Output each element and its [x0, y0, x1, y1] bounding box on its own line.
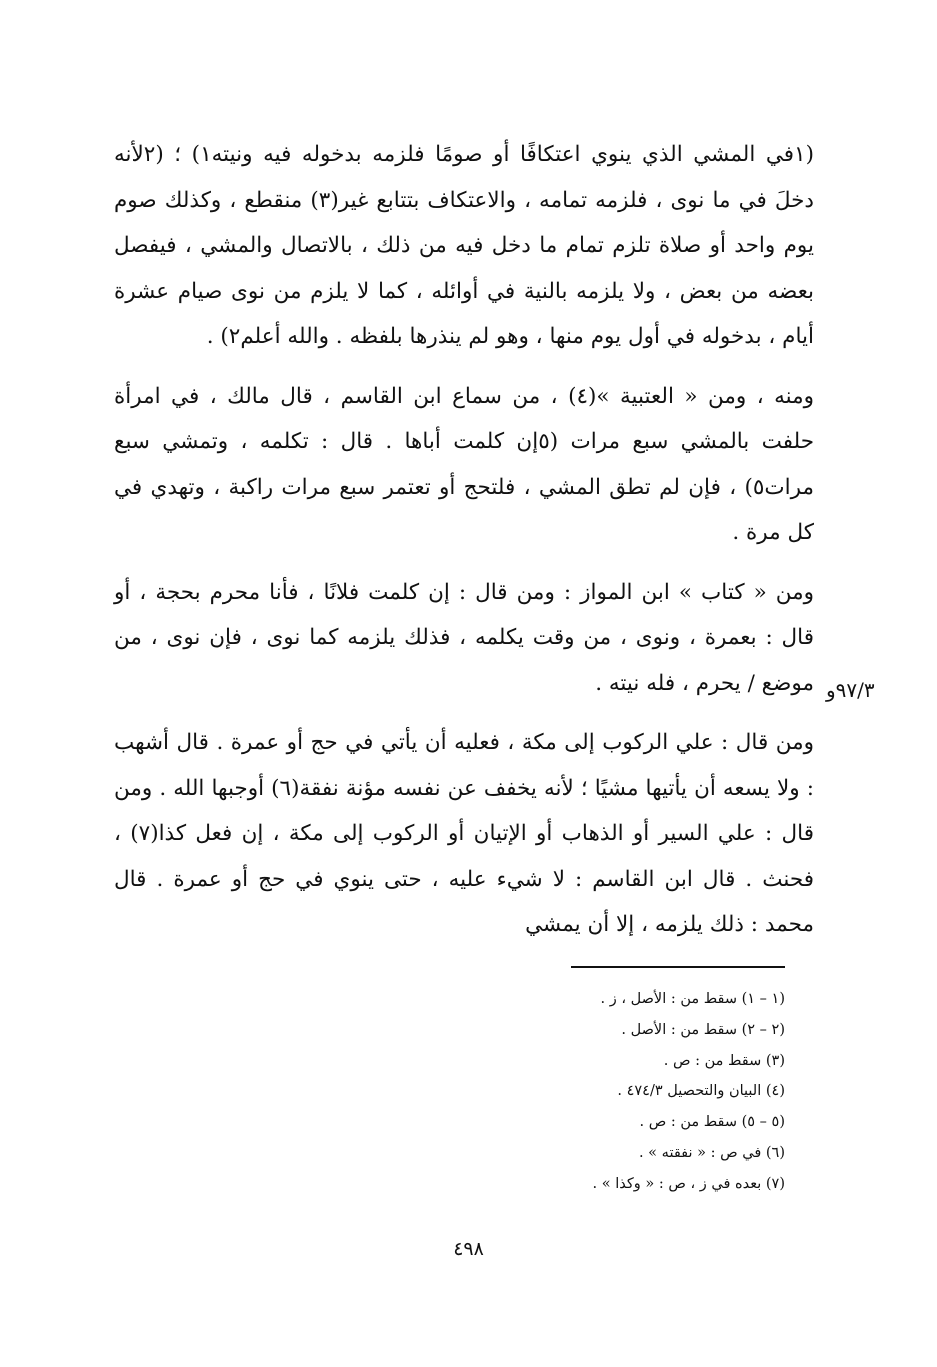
footnote: (٤) البيان والتحصيل ٤٧٤/٣ . [617, 1083, 785, 1100]
manuscript-folio-reference: ٩٧/٣و [826, 678, 875, 702]
paragraph: ومنه ، ومن « العتبية »(٤) ، من سماع ابن القاسم ، قال مالك ، في امرأة حلفت بالمشي سبع مرات (٥إن كلمت أباها . قال : تكلمه ، وتمشي سبع مرات٥) ، فإن لم تطق المشي ، فلتحج أو تعتمر سبع مرات راكبة ، وتهدي في كل مرة . [114, 383, 814, 545]
footnote: (٦) في ص : « نفقته » . [638, 1144, 785, 1161]
page-number: ٤٩٨ [453, 1238, 484, 1260]
footnote: (٧) بعده في ز ، ص : « وكذا » . [592, 1175, 785, 1192]
footnote-divider [571, 966, 785, 968]
footnote: (٣) سقط من : ص . [663, 1052, 785, 1069]
footnote: (١ – ١) سقط من : الأصل ، ز . [600, 991, 785, 1007]
paragraph: ومن قال : علي الركوب إلى مكة ، فعليه أن يأتي في حج أو عمرة . قال أشهب : ولا يسعه أن يأتيها مشيًا ؛ لأنه يخفف عن نفسه مؤنة نفقة(٦) أوجبها الله . ومن قال : علي السير أو الذهاب أو الإتيان أو الركوب إلى مكة ، إن فعل كذا(٧) ، فحنث . قال ابن القاسم : لا شيء عليه ، حتى ينوي في حج أو عمرة . قال محمد : ذلك يلزمه ، إلا أن يمشي [114, 730, 814, 937]
paragraph: ومن « كتاب » ابن المواز : ومن قال : إن كلمت فلانًا ، فأنا محرم بحجة ، أو قال : بعمرة ، ونوى ، من وقت يكلمه ، فذلك يلزمه كما نوى ، فإن نوى ، من موضع / يحرم ، فله نيته . [114, 579, 814, 696]
paragraph: (١في المشي الذي ينوي اعتكافًا أو صومًا فلزمه بدخوله فيه ونيته١) ؛ (٢لأنه دخلَ في ما نوى ، فلزمه تمامه ، والاعتكاف بتتابع غير(٣) منقطع ، وكذلك صوم يوم واحد أو صلاة تلزم تمام ما دخل فيه من ذلك ، بالاتصال والمشي ، فيفصل بعضه من بعض ، ولا يلزمه بالنية في أوائله ، كما لا يلزم من نوى صيام عشرة أيام ، بدخوله في أول يوم منها ، وهو لم ينذرها بلفظه . والله أعلم٢) . [114, 142, 814, 349]
footnote: (٥ – ٥) سقط من : ص . [639, 1114, 785, 1131]
footnote: (٢ – ٢) سقط من : الأصل . [621, 1021, 785, 1038]
main-text [114, 132, 814, 948]
footnotes [430, 984, 785, 1200]
